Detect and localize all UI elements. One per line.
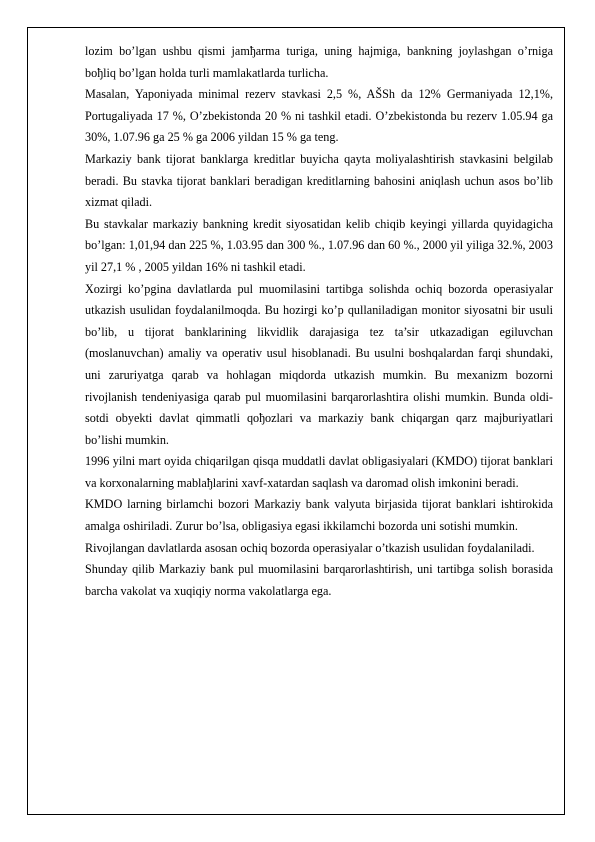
paragraph-4: Bu stavkalar markaziy bankning kredit siyosatidan kelib chiqib keyingi yillarda quyidagicha bo’lgan: 1,01,94 dan 225 %, 1.03.95 dan 300 %., 1.07.96 dan 60 %., 2000 yil yiliga 32.%, 2003 yil 27,1 % , 2005 yildan 16% ni tashkil etadi. (85, 216, 553, 274)
paragraph-6: 1996 yilni mart oyida chiqarilgan qisqa muddatli davlat obligasiyalari (KMDO) tijorat banklari va korxonalarning mablaђlarini xavf-xatardan saqlash va daromad olish imkonini beradi. (85, 454, 553, 490)
paragraph-3: Markaziy bank tijorat banklarga kreditlar buyicha qayta moliyalashtirish stavkasini belgilab beradi. Bu stavka tijorat banklari beradigan kreditlarning bahosini aniqlash uchun asos bo’lib xizmat qiladi. (85, 151, 553, 210)
paragraph-7: KMDO larning birlamchi bozori Markaziy bank valyuta birjasida tijorat banklari ishtirokida amalga oshiriladi. Zurur bo’lsa, obligasiya egasi ikkilamchi bozorda uni sotishi mumkin. (85, 497, 553, 534)
document-body (85, 41, 553, 602)
paragraph-1: lozim bo’lgan ushbu qismi jamђarma turiga, uning hajmiga, bankning joylashgan o’rniga boђliq bo’lgan holda turli mamlakatlarda turlicha. (85, 44, 553, 80)
paragraph-8: Rivojlangan davlatlarda asosan ochiq bozorda operasiyalar o’tkazish usulidan foydalaniladi. (85, 540, 535, 555)
paragraph-9: Shunday qilib Markaziy bank pul muomilasini barqarorlashtirish, uni tartibga solish borasida barcha vakolat va xuqiqiy norma vakolatlarga ega. (85, 562, 553, 598)
paragraph-5: Xozirgi ko’pgina davlatlarda pul muomilasini tartibga solishda ochiq bozorda operasiyalar utkazish usulidan foydalanilmoqda. Bu hozirgi ko’p qullaniladigan monitor siyosatni bir usuli bo’lib, u tijorat banklarining likvidlik darajasiga tez ta’sir utkazadigan egiluvchan (moslanuvchan) amaliy va operativ usul hisoblanadi. Bu usulni boshqalardan farqi shundaki, uni zaruriyatga qarab va hohlagan miqdorda utkazish mumkin. Bu mexanizm bozorni rivojlanish tendeniyasiga qarab pul muomilasini barqarorlashtira olishi mumkin. Bunda oldi-sotdi obyekti davlat qimmatli qoђozlari va markaziy bank chiqargan qarz majburiyatlari bo’lishi mumkin. (85, 281, 553, 447)
paragraph-2: Masalan, Yaponiyada minimal rezerv stavkasi 2,5 %, AŠSh da 12% Germaniyada 12,1%, Portugaliyada 17 %, O’zbekistonda 20 % ni tashkil etadi. O’zbekistonda bu rezerv 1.05.94 ga 30%, 1.07.96 ga 25 % ga 2006 yildan 15 % ga teng. (85, 87, 553, 145)
